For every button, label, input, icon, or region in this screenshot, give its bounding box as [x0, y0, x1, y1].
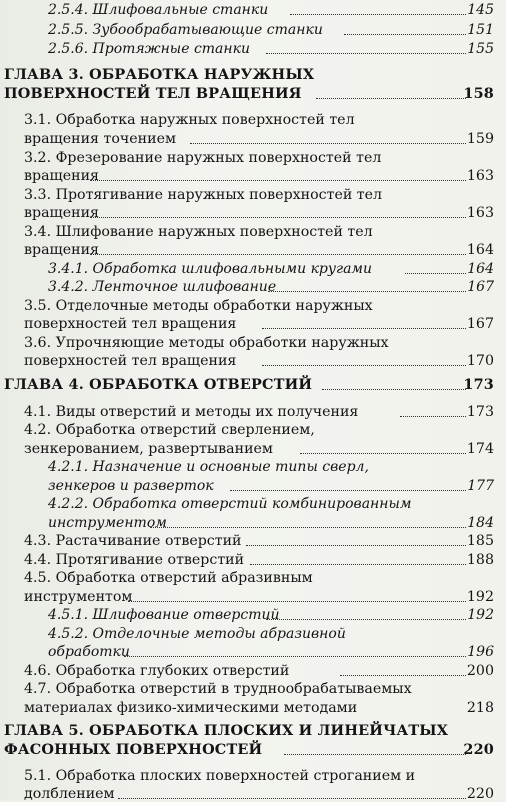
page-number: 151 — [467, 22, 494, 38]
toc-entry-title: 4.2. Обработка отверстий сверлением, — [24, 422, 315, 438]
page-number: 155 — [467, 41, 494, 57]
toc-entry-title: 3.4.2. Ленточное шлифование — [48, 279, 277, 295]
page-number: 200 — [466, 663, 494, 679]
chapter-title-line-2: ФАСОННЫХ ПОВЕРХНОСТЕЙ — [4, 741, 263, 758]
toc-entry-title: 3.5. Отделочные методы обработки наружных — [24, 298, 373, 314]
toc-entry-title-cont: материалах физико-химическими методами — [24, 700, 358, 716]
chapter-title: ГЛАВА 4. ОБРАБОТКА ОТВЕРСТИЙ — [4, 376, 313, 393]
toc-entry-title-cont: поверхностей тел вращения — [24, 316, 237, 332]
toc-entry-title: 3.6. Упрочняющие методы обработки наружных — [24, 335, 389, 351]
toc-entry-title: 4.1. Виды отверстий и методы их получения — [24, 404, 359, 420]
toc-entry-title-cont: долблением — [24, 786, 115, 802]
toc-entry-title: 4.2.1. Назначение и основные типы сверл, — [48, 459, 369, 475]
dot-leader — [90, 254, 466, 255]
page-number: 145 — [467, 2, 494, 18]
page-number: 196 — [467, 644, 494, 660]
toc-entry-title-cont: инструментом — [24, 589, 133, 605]
page-number: 185 — [466, 533, 494, 549]
page-number: 192 — [466, 589, 494, 605]
toc-entry-title: 5.1. Обработка плоских поверхностей строганием и — [24, 768, 416, 784]
page-number: 192 — [467, 607, 494, 623]
page-number: 159 — [466, 131, 494, 147]
page-number: 184 — [467, 515, 494, 531]
toc-entry-title: 2.5.6. Протяжные станки — [48, 41, 251, 57]
toc-entry-title-cont: зенкеров и разверток — [48, 478, 214, 494]
toc-entry-title-cont: обработки — [48, 644, 130, 660]
toc-entry-title: 4.5.1. Шлифование отверстий — [48, 607, 280, 623]
page-number: 174 — [466, 441, 494, 457]
chapter-title-line-1: ГЛАВА 3. ОБРАБОТКА НАРУЖНЫХ — [4, 66, 315, 83]
toc-entry-title: 4.4. Протягивание отверстий — [24, 552, 245, 568]
toc-entry-title: 3.3. Протягивание наружных поверхностей тел — [24, 187, 383, 203]
page-number: 167 — [467, 279, 494, 295]
page-number: 220 — [466, 786, 494, 802]
toc-entry-title: 4.3. Растачивание отверстий — [24, 533, 242, 549]
chapter-title-line-2: ПОВЕРХНОСТЕЙ ТЕЛ ВРАЩЕНИЯ — [4, 85, 302, 102]
toc-entry-title: 3.4. Шлифование наружных поверхностей тел — [24, 224, 373, 240]
toc-entry-title: 2.5.4. Шлифовальные станки — [48, 2, 269, 18]
page-number: 218 — [466, 700, 494, 716]
toc-entry-title-cont: вращения — [24, 205, 99, 221]
toc-entry-title-cont: поверхностей тел вращения — [24, 353, 237, 369]
page-number: 188 — [466, 552, 494, 568]
page-number: 163 — [466, 205, 494, 221]
toc-entry-title: 3.1. Обработка наружных поверхностей тел — [24, 112, 355, 128]
toc-entry-title: 2.5.5. Зубообрабатывающие станки — [48, 22, 323, 38]
toc-entry-title: 3.2. Фрезерование наружных поверхностей тел — [24, 150, 382, 166]
page-number: 170 — [466, 353, 494, 369]
toc-entry-title-cont: инструментом — [48, 515, 167, 531]
page-number: 177 — [467, 478, 494, 494]
toc-entry-title: 4.7. Обработка отверстий в труднообрабатываемых — [24, 681, 412, 697]
toc-entry-title-cont: зенкерованием, развертыванием — [24, 441, 273, 457]
page-number: 164 — [466, 242, 494, 258]
page-number: 173 — [463, 376, 494, 393]
toc-entry-title: 4.2.2. Обработка отверстий комбинированным — [48, 496, 412, 512]
page-number: 158 — [463, 85, 494, 102]
page-number: 164 — [467, 261, 494, 277]
dot-leader — [90, 180, 466, 181]
toc-entry-title: 4.5. Обработка отверстий абразивным — [24, 570, 313, 586]
page-number: 167 — [466, 316, 494, 332]
toc-entry-title: 4.6. Обработка глубоких отверстий — [24, 663, 290, 679]
page-number: 163 — [466, 168, 494, 184]
toc-entry-title-cont: вращения — [24, 242, 99, 258]
toc-entry-title: 4.5.2. Отделочные методы абразивной — [48, 626, 346, 642]
toc-entry-title: 3.4.1. Обработка шлифовальными кругами — [48, 261, 373, 277]
page-number: 173 — [466, 404, 494, 420]
toc-entry-title-cont: вращения точением — [24, 131, 176, 147]
dot-leader — [90, 217, 466, 218]
toc-entry-title-cont: вращения — [24, 168, 99, 184]
chapter-title-line-1: ГЛАВА 5. ОБРАБОТКА ПЛОСКИХ И ЛИНЕЙЧАТЫХ — [4, 722, 449, 739]
page-number: 220 — [463, 741, 494, 758]
